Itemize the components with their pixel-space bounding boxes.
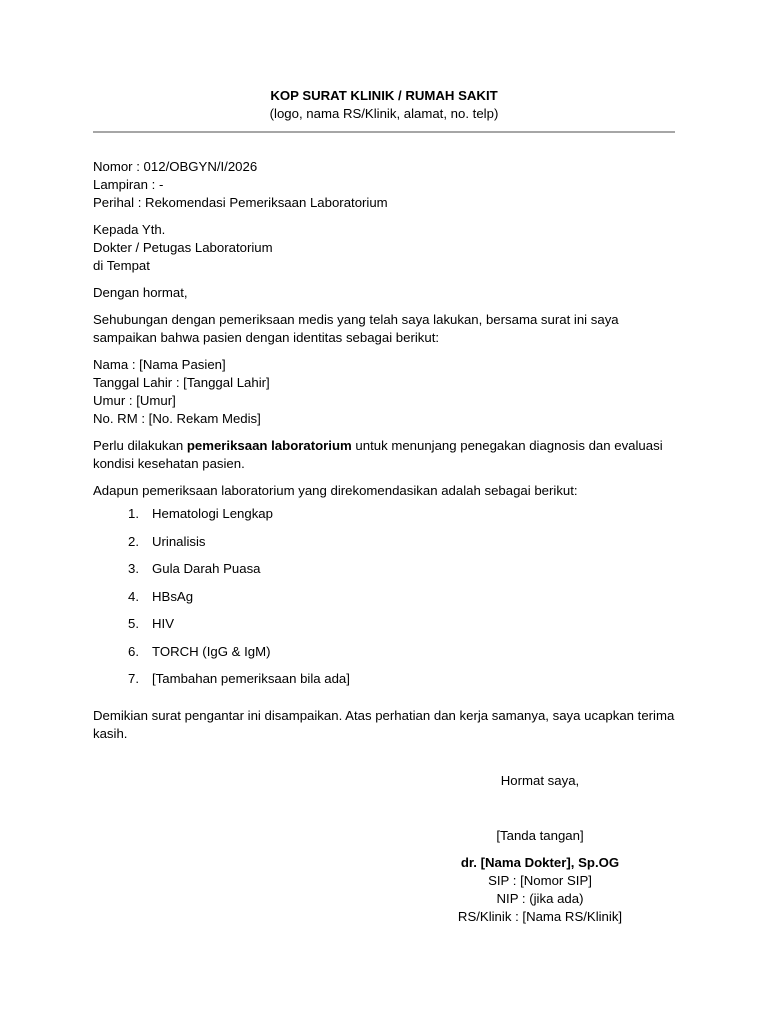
signature-block <box>400 854 680 926</box>
letter-intro: Sehubungan dengan pemeriksaan medis yang telah saya lakukan, bersama surat ini saya sampaikan bahwa pasien dengan identitas sebagai berikut: <box>93 312 619 345</box>
exam-need-bold: pemeriksaan laboratorium <box>186 438 352 453</box>
letter-subject: Perihal : Rekomendasi Pemeriksaan Laboratorium <box>93 195 388 210</box>
list-item <box>93 643 675 671</box>
letter-closing: Demikian surat pengantar ini disampaikan. Atas perhatian dan kerja samanya, saya ucapkan terima kasih. <box>93 707 675 741</box>
doctor-name: dr. [Nama Dokter], Sp.OG <box>460 855 620 870</box>
list-item-label: Hematologi Lengkap <box>152 506 273 521</box>
list-item-number: 7. <box>128 671 139 686</box>
recipient-line-1: Kepada Yth. <box>93 222 166 237</box>
letterhead <box>0 87 768 123</box>
list-item-number: 5. <box>128 616 139 631</box>
exam-need-before: Perlu dilakukan <box>93 438 187 453</box>
doctor-nip: NIP : (jika ada) <box>496 891 584 906</box>
signature-placeholder: [Tanda tangan] <box>496 828 584 843</box>
list-item-label: [Tambahan pemeriksaan bila ada] <box>152 671 350 686</box>
list-item-label: TORCH (IgG & IgM) <box>152 643 271 659</box>
list-item-number: 2. <box>128 533 139 549</box>
list-item-label: Gula Darah Puasa <box>152 561 261 576</box>
list-item <box>93 533 675 561</box>
exam-need-paragraph <box>93 437 675 473</box>
doctor-sip: SIP : [Nomor SIP] <box>488 873 592 888</box>
list-item-number: 1. <box>128 506 139 521</box>
letter-body <box>93 158 675 752</box>
list-item-label: HIV <box>152 616 174 631</box>
recipient-line-3: di Tempat <box>93 258 150 273</box>
list-item <box>93 560 675 588</box>
list-item-number: 3. <box>128 561 139 576</box>
recipient-line-2: Dokter / Petugas Laboratorium <box>93 240 273 255</box>
letter-greeting: Dengan hormat, <box>93 285 188 300</box>
list-intro: Adapun pemeriksaan laboratorium yang direkomendasikan adalah sebagai berikut: <box>93 483 578 498</box>
letterhead-title: KOP SURAT KLINIK / RUMAH SAKIT <box>270 88 498 103</box>
letter-meta <box>93 158 675 212</box>
letterhead-divider <box>93 131 675 133</box>
list-item-number: 4. <box>128 588 139 604</box>
patient-identity <box>93 356 675 428</box>
patient-birthdate: Tanggal Lahir : [Tanggal Lahir] <box>93 375 270 390</box>
letter-attachment: Lampiran : - <box>93 177 164 192</box>
letter-number: Nomor : 012/OBGYN/I/2026 <box>93 159 258 174</box>
letter-recipient <box>93 221 675 275</box>
patient-name: Nama : [Nama Pasien] <box>93 357 226 372</box>
signature-salutation: Hormat saya, <box>500 773 580 788</box>
list-item-label: HBsAg <box>152 588 194 604</box>
list-item <box>93 670 675 698</box>
list-item <box>93 615 675 643</box>
lab-test-list <box>93 505 675 698</box>
patient-age: Umur : [Umur] <box>93 393 176 408</box>
list-item <box>93 588 675 616</box>
patient-record-number: No. RM : [No. Rekam Medis] <box>93 411 261 426</box>
exam-need-after: untuk menunjang penegakan diagnosis dan evaluasi kondisi kesehatan pasien. <box>93 438 663 471</box>
letterhead-subtitle: (logo, nama RS/Klinik, alamat, no. telp) <box>269 106 499 121</box>
list-item-label: Urinalisis <box>152 533 206 549</box>
doctor-clinic: RS/Klinik : [Nama RS/Klinik] <box>457 909 623 924</box>
list-item <box>93 505 675 533</box>
list-item-number: 6. <box>128 643 139 659</box>
